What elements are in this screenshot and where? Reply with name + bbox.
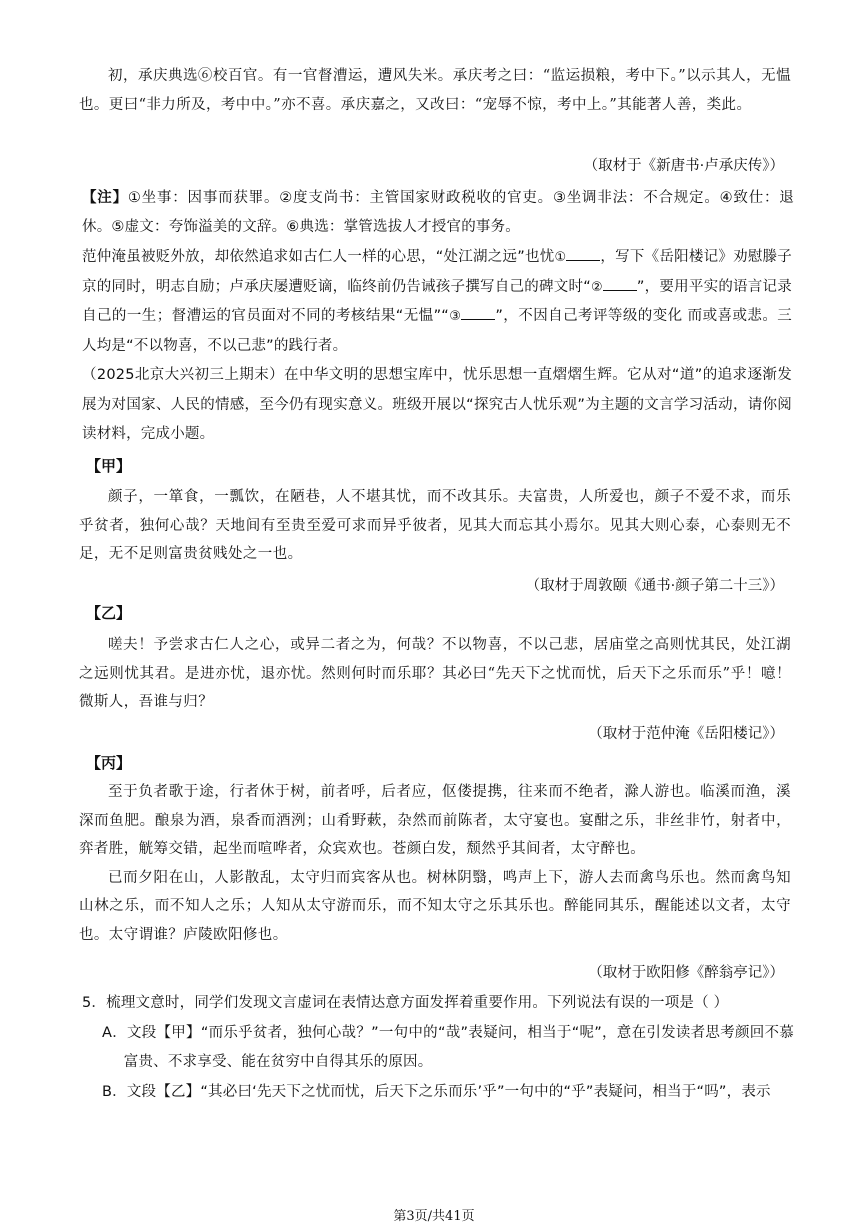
blank-3[interactable] xyxy=(461,305,495,320)
section-bing-text-1: 至于负者歌于途，行者休于树，前者呼，后者应，伛偻提携，往来而不绝者，滁人游也。临溪而渔，溪深而鱼肥。酿泉为酒，泉香而酒洌；山肴野蔌，杂然而前陈者，太守宴也。宴酣之乐，非丝非竹，射者中，弈者胜，觥筹交错，起坐而喧哗者，众宾欢也。苍颜白发，颓然乎其间者，太守醉也。 xyxy=(79,784,791,857)
blank-3-number: ③ xyxy=(449,309,462,324)
section-jia-text: 颜子，一箪食，一瓢饮，在陋巷，人不堪其忧，而不改其乐。夫富贵，人所爱也，颜子不爱不求，而乐乎贫者，独何心哉？天地间有至贵至爱可求而异乎彼者，见其大而忘其小焉尔。见其大则心泰，心泰则无不足，无不足则富贵贫贱处之一也。 xyxy=(79,489,791,562)
notes-text: ①坐事：因事而获罪。②度支尚书：主管国家财政税收的官吏。③坐调非法：不合规定。④致仕：退休。⑤虚文：夸饰溢美的文辞。⑥典选：掌管选拔人才授官的事务。 xyxy=(82,190,794,235)
summary-part-4: ”，不因自己考评等级的变化 而或喜或悲。三人均是“不以物喜，不以己悲”的践行者。 xyxy=(82,308,792,354)
passage-lu-chengqing xyxy=(79,62,791,119)
section-bing-source: （取材于欧阳修《醉翁亭记》） xyxy=(588,965,784,981)
section-bing-text-2: 已而夕阳在山，人影散乱，太守归而宾客从也。树林阴翳，鸣声上下，游人去而禽鸟乐也。然而禽鸟知山林之乐，而不知人之乐；人知从太守游而乐，而不知太守之乐其乐也。醉能同其乐，醒能述以文者，太守也。太守谓谁？庐陵欧阳修也。 xyxy=(79,869,791,943)
summary-part-2: ，写下《岳阳楼记》劝慰滕子京的同时，明志自励；卢承庆屡遭贬谪，临终前仍告诫孩子撰写自己的碑文时“ xyxy=(82,249,793,295)
blank-2-number: ② xyxy=(590,279,603,295)
question-5-option-b[interactable]: B．文段【乙】“其必曰‘先天下之忧而忧，后天下之乐而乐’乎”一句中的“乎”表疑问，相当于“吗”，表示 xyxy=(102,1083,771,1100)
summary-part-1: 范仲淹虽被贬外放，却依然追求如古仁人一样的心思，“处江湖之远”也忧 xyxy=(82,249,555,265)
section-jia xyxy=(79,483,791,569)
summary-paragraph xyxy=(82,243,792,361)
notes xyxy=(82,184,794,242)
blank-1[interactable] xyxy=(566,246,600,261)
summary-part-3: ”，要用平实的语言记录自己的一生；督漕运的官员面对不同的考核结果“无愠”“ xyxy=(82,278,792,324)
question-5 xyxy=(82,989,794,1107)
section-yi-source: （取材于范仲淹《岳阳楼记》） xyxy=(588,726,784,742)
passage-text: 初，承庆典选⑥校百官。有一官督漕运，遭风失米。承庆考之曰：“监运损粮，考中下。”以示其人，无愠也。更曰“非力所及，考中中。”亦不喜。承庆嘉之，又改曰：“宠辱不惊，考中上。”其能著人善，类此。 xyxy=(79,68,791,113)
blank-2[interactable] xyxy=(603,276,637,291)
section-yi-label: 【乙】 xyxy=(86,604,132,622)
question-intro xyxy=(82,361,792,450)
question-5-option-a[interactable]: A．文段【甲】“而乐乎贫者，独何心哉？”一句中的“哉”表疑问，相当于“呢”，意在引发读者思考颜回不慕富贵、不求享受、能在贫穷中自得其乐的原因。 xyxy=(102,1024,794,1070)
notes-label: 【注】 xyxy=(82,190,128,206)
question-5-stem: 5．梳理文意时，同学们发现文言虚词在表情达意方面发挥着重要作用。下列说法有误的一项是（ ） xyxy=(82,995,729,1011)
section-yi xyxy=(79,631,791,717)
section-bing-label: 【丙】 xyxy=(86,754,132,772)
section-jia-label: 【甲】 xyxy=(86,457,132,475)
section-jia-source: （取材于周敦颐《通书·颜子第二十三》） xyxy=(525,578,784,594)
question-intro-text: （2025北京大兴初三上期末）在中华文明的思想宝库中，忧乐思想一直熠熠生辉。它从对“道”的追求逐渐发展为对国家、人民的情感，至今仍有现实意义。班级开展以“探究古人忧乐观”为主题的文言学习活动，请你阅读材料，完成小题。 xyxy=(82,367,792,442)
page-number-footer: 第3页/共41页 xyxy=(393,1209,475,1224)
section-bing xyxy=(79,778,791,949)
section-yi-text: 嗟夫！予尝求古仁人之心，或异二者之为，何哉？不以物喜，不以己悲，居庙堂之高则忧其民，处江湖之远则忧其君。是进亦忧，退亦忧。然则何时而乐耶？其必曰“先天下之忧而忧，后天下之乐而乐”乎！噫！微斯人，吾谁与归？ xyxy=(79,637,791,710)
passage-source: （取材于《新唐书·卢承庆传》） xyxy=(583,158,784,174)
blank-1-number: ① xyxy=(554,250,567,265)
